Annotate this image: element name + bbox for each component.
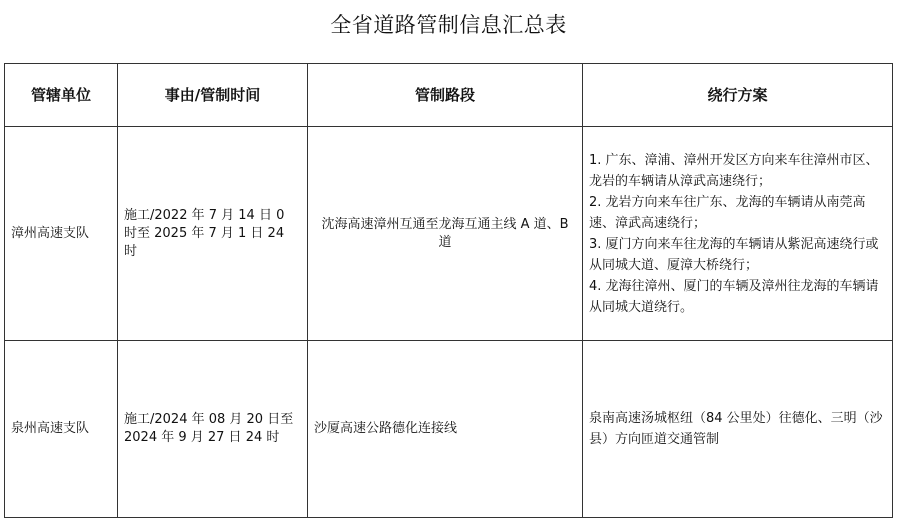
plan-item: 2. 龙岩方向来车往广东、龙海的车辆请从南莞高速、漳武高速绕行； (589, 194, 866, 231)
header-unit: 管辖单位 (5, 64, 118, 127)
plan-item: 1. 广东、漳浦、漳州开发区方向来车往漳州市区、龙岩的车辆请从漳武高速绕行； (589, 152, 879, 189)
road-control-table (4, 63, 893, 518)
cell-unit: 漳州高速支队 (5, 127, 118, 341)
plan-item: 3. 厦门方向来车往龙海的车辆请从紫泥高速绕行或从同城大道、厦漳大桥绕行； (589, 236, 879, 273)
header-road: 管制路段 (308, 64, 583, 127)
header-plan: 绕行方案 (583, 64, 893, 127)
cell-unit: 泉州高速支队 (5, 341, 118, 518)
cell-time: 施工/2024 年 08 月 20 日至 2024 年 9 月 27 日 24 时 (118, 341, 308, 518)
cell-plan (583, 341, 893, 518)
cell-time: 施工/2022 年 7 月 14 日 0 时至 2025 年 7 月 1 日 24 时 (118, 127, 308, 341)
table-row (5, 127, 893, 341)
table-row (5, 341, 893, 518)
header-time: 事由/管制时间 (118, 64, 308, 127)
plan-item: 4. 龙海往漳州、厦门的车辆及漳州往龙海的车辆请从同城大道绕行。 (589, 278, 879, 315)
plan-item: 泉南高速汤城枢纽（84 公里处）往德化、三明（沙县）方向匝道交通管制 (589, 411, 883, 447)
page-title: 全省道路管制信息汇总表 (330, 13, 567, 37)
cell-road: 沈海高速漳州互通至龙海互通主线 A 道、B 道 (308, 127, 583, 341)
cell-road: 沙厦高速公路德化连接线 (308, 341, 583, 518)
table-header-row (5, 64, 893, 127)
cell-plan (583, 127, 893, 341)
